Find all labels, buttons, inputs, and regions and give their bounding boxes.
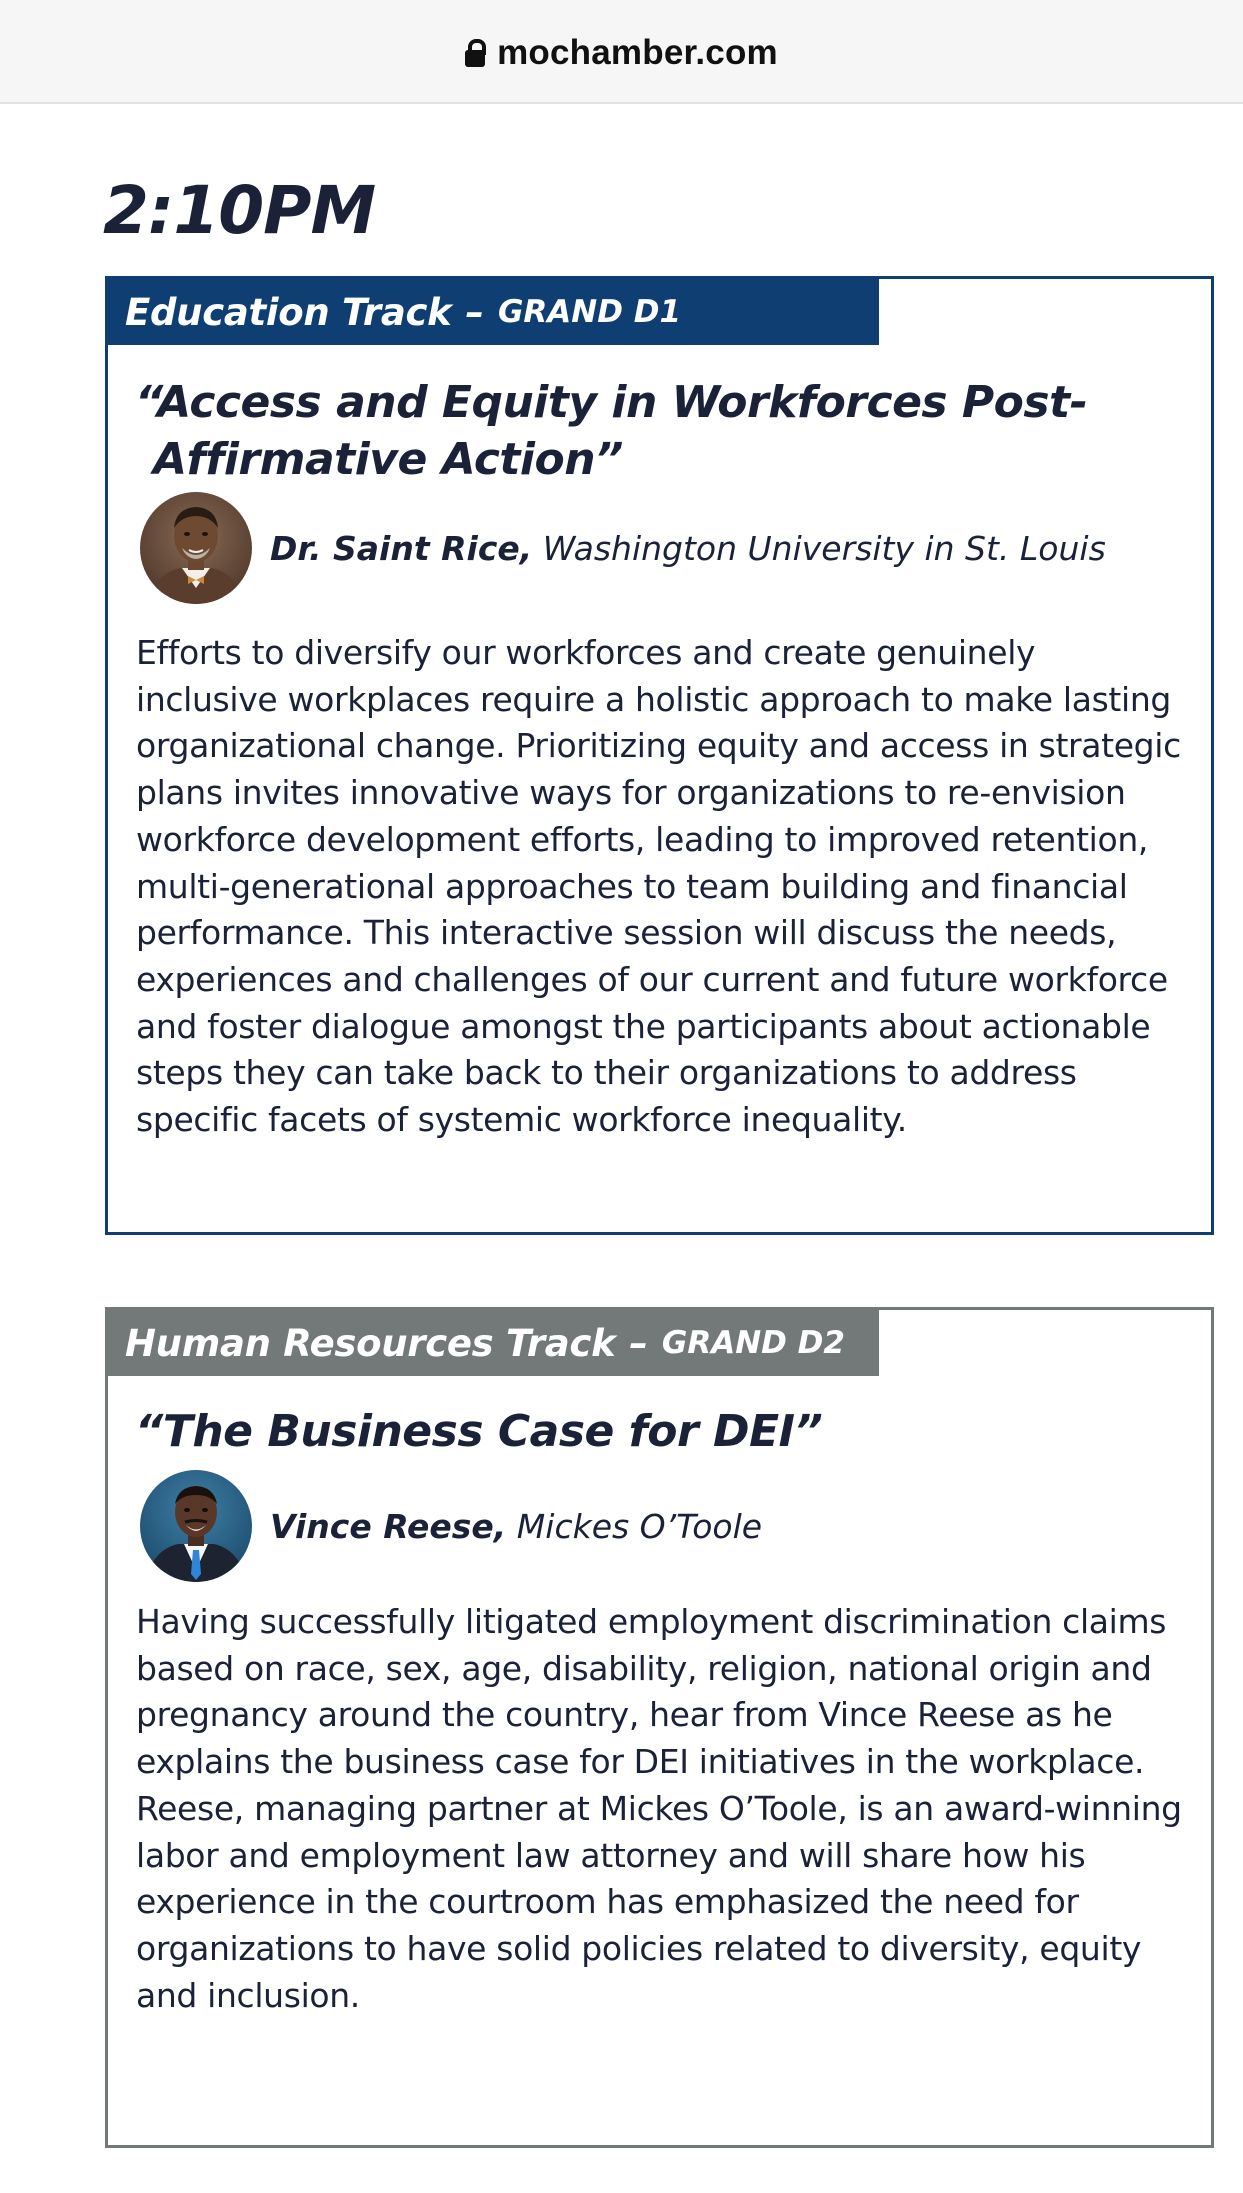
description-line: Reese, managing partner at Mickes O’Toole, is an award-winning [136, 1788, 1182, 1828]
url-text: mochamber.com [497, 33, 778, 72]
session-card-human-resources [105, 1307, 1214, 2148]
description-line: workforce development efforts, leading to improved retention, [136, 819, 1149, 859]
speaker-credit [270, 529, 1106, 568]
description-line: experiences and challenges of our current and future workforce [136, 959, 1168, 999]
description-line: experience in the courtroom has emphasized the need for [136, 1882, 1079, 1922]
description-line: specific facets of systemic workforce inequality. [136, 1100, 907, 1140]
description-line: performance. This interactive session will discuss the needs, [136, 913, 1117, 953]
session-title-line: “The Business Case for DEI” [135, 1406, 823, 1457]
speaker-organization: Mickes O’Toole [516, 1506, 763, 1546]
description-line: steps they can take back to their organizations to address [136, 1053, 1077, 1093]
description-line: organizational change. Prioritizing equity and access in strategic [136, 726, 1181, 766]
speaker-avatar [140, 1470, 252, 1582]
session-title [135, 374, 1185, 488]
track-header [108, 1310, 879, 1376]
session-time-heading: 2:10PM [103, 172, 376, 249]
session-description [136, 630, 1196, 1144]
lock-icon [465, 39, 485, 67]
session-title-line: Affirmative Action” [153, 434, 623, 485]
description-line: explains the business case for DEI initiatives in the workplace. [136, 1742, 1145, 1782]
description-line: plans invites innovative ways for organizations to re-envision [136, 773, 1126, 813]
description-line: based on race, sex, age, disability, religion, national origin and [136, 1648, 1152, 1688]
description-line: and inclusion. [136, 1975, 360, 2015]
speaker-name: Dr. Saint Rice, [270, 528, 533, 568]
description-line: Having successfully litigated employment discrimination claims [136, 1602, 1167, 1641]
description-line: labor and employment law attorney and will share how his [136, 1835, 1086, 1875]
track-room: GRAND D1 [497, 294, 682, 330]
track-header [108, 279, 879, 345]
session-title [135, 1403, 1185, 1460]
description-line: pregnancy around the country, hear from Vince Reese as he [136, 1695, 1113, 1735]
speaker-row [140, 492, 1106, 604]
description-line: inclusive workplaces require a holistic approach to make lasting [136, 679, 1172, 719]
browser-address-bar[interactable] [0, 0, 1243, 104]
speaker-avatar [140, 492, 252, 604]
track-separator: – [629, 1321, 648, 1365]
track-separator: – [465, 290, 484, 334]
speaker-name: Vince Reese, [270, 1506, 507, 1546]
session-title-line: “Access and Equity in Workforces Post- [135, 377, 1088, 428]
speaker-credit [270, 1507, 762, 1546]
speaker-row [140, 1470, 762, 1582]
track-name: Human Resources Track [125, 1321, 616, 1365]
track-room: GRAND D2 [661, 1325, 845, 1361]
description-line: Efforts to diversify our workforces and create genuinely [136, 633, 1036, 672]
description-line: organizations to have solid policies related to diversity, equity [136, 1928, 1142, 1968]
description-line: and foster dialogue amongst the participants about actionable [136, 1006, 1151, 1046]
speaker-organization: Washington University in St. Louis [542, 528, 1106, 568]
description-line: multi-generational approaches to team building and financial [136, 866, 1128, 906]
url-display[interactable] [465, 33, 778, 73]
session-description [136, 1599, 1196, 2019]
session-card-education [105, 276, 1214, 1235]
track-name: Education Track [125, 290, 452, 334]
